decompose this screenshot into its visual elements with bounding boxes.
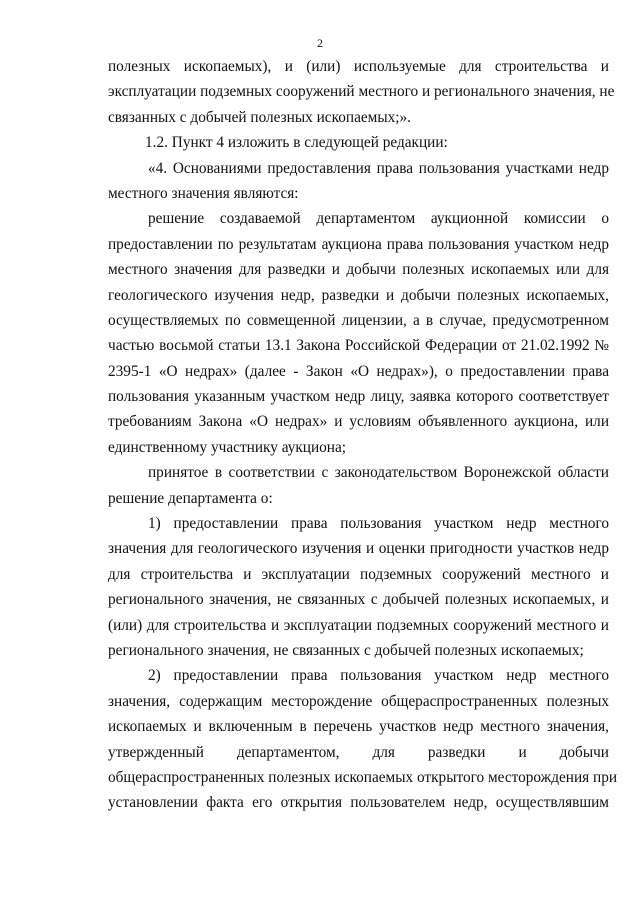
text-line: единственному участнику аукциона; [108, 438, 347, 456]
text-line: осуществляемых по совмещенной лицензии, а в случае, предусмотренном [108, 311, 609, 329]
text-line: предоставлении по результатам аукциона права пользования участком недр [108, 235, 609, 253]
text-line: решение департамента о: [108, 489, 273, 507]
text-line: регионального значения, не связанных с добычей полезных ископаемых; [108, 641, 584, 659]
text-line: местного значения для разведки и добычи полезных ископаемых или для [108, 261, 609, 279]
text-line: регионального значения, не связанных с добычей полезных ископаемых, и [108, 591, 609, 609]
text-line: решение создаваемой департаментом аукционной комиссии о [148, 210, 609, 228]
text-line: местного значения являются: [108, 184, 299, 202]
text-line: для строительства и эксплуатации подземных сооружений местного и [108, 565, 609, 583]
text-line: общераспространенных полезных ископаемых открытого месторождения при [108, 768, 618, 786]
text-line: эксплуатации подземных сооружений местного и регионального значения, не [108, 83, 615, 101]
text-line: 2395-1 «О недрах» (далее - Закон «О недрах»), о предоставлении права [108, 362, 609, 380]
page-number: 2 [317, 36, 323, 50]
text-line: (или) для строительства и эксплуатации подземных сооружений местного и [108, 616, 609, 634]
text-line: установлении факта его открытия пользователем недр, осуществлявшим [108, 794, 609, 812]
text-line: значения, содержащим месторождение общераспространенных полезных [108, 692, 609, 710]
text-line: полезных ископаемых), и (или) используемые для строительства и [108, 58, 609, 75]
text-line: ископаемых и включенным в перечень участков недр местного значения, [108, 718, 609, 736]
text-line: утвержденный департаментом, для разведки и добычи [108, 743, 609, 761]
text-line: геологического изучения недр, разведки и добычи полезных ископаемых, [108, 286, 609, 304]
text-line: 1) предоставлении права пользования участком недр местного [148, 515, 609, 533]
text-line: требованиям Закона «О недрах» и условиям объявленного аукциона, или [108, 413, 609, 431]
text-line: связанных с добычей полезных ископаемых;». [108, 108, 411, 126]
text-line: «4. Основаниями предоставления права пользования участками недр [148, 159, 609, 177]
text-line: принятое в соответствии с законодательством Воронежской области [148, 464, 609, 482]
text-line: 1.2. Пункт 4 изложить в следующей редакции: [145, 134, 448, 152]
text-line: частью восьмой статьи 13.1 Закона Российской Федерации от 21.02.1992 № [108, 337, 609, 355]
text-line: пользования указанным участком недр лицу, заявка которого соответствует [108, 388, 609, 406]
document-body [108, 54, 618, 816]
text-line: 2) предоставлении права пользования участком недр местного [148, 667, 609, 685]
text-line: значения для геологического изучения и оценки пригодности участков недр [108, 540, 609, 558]
